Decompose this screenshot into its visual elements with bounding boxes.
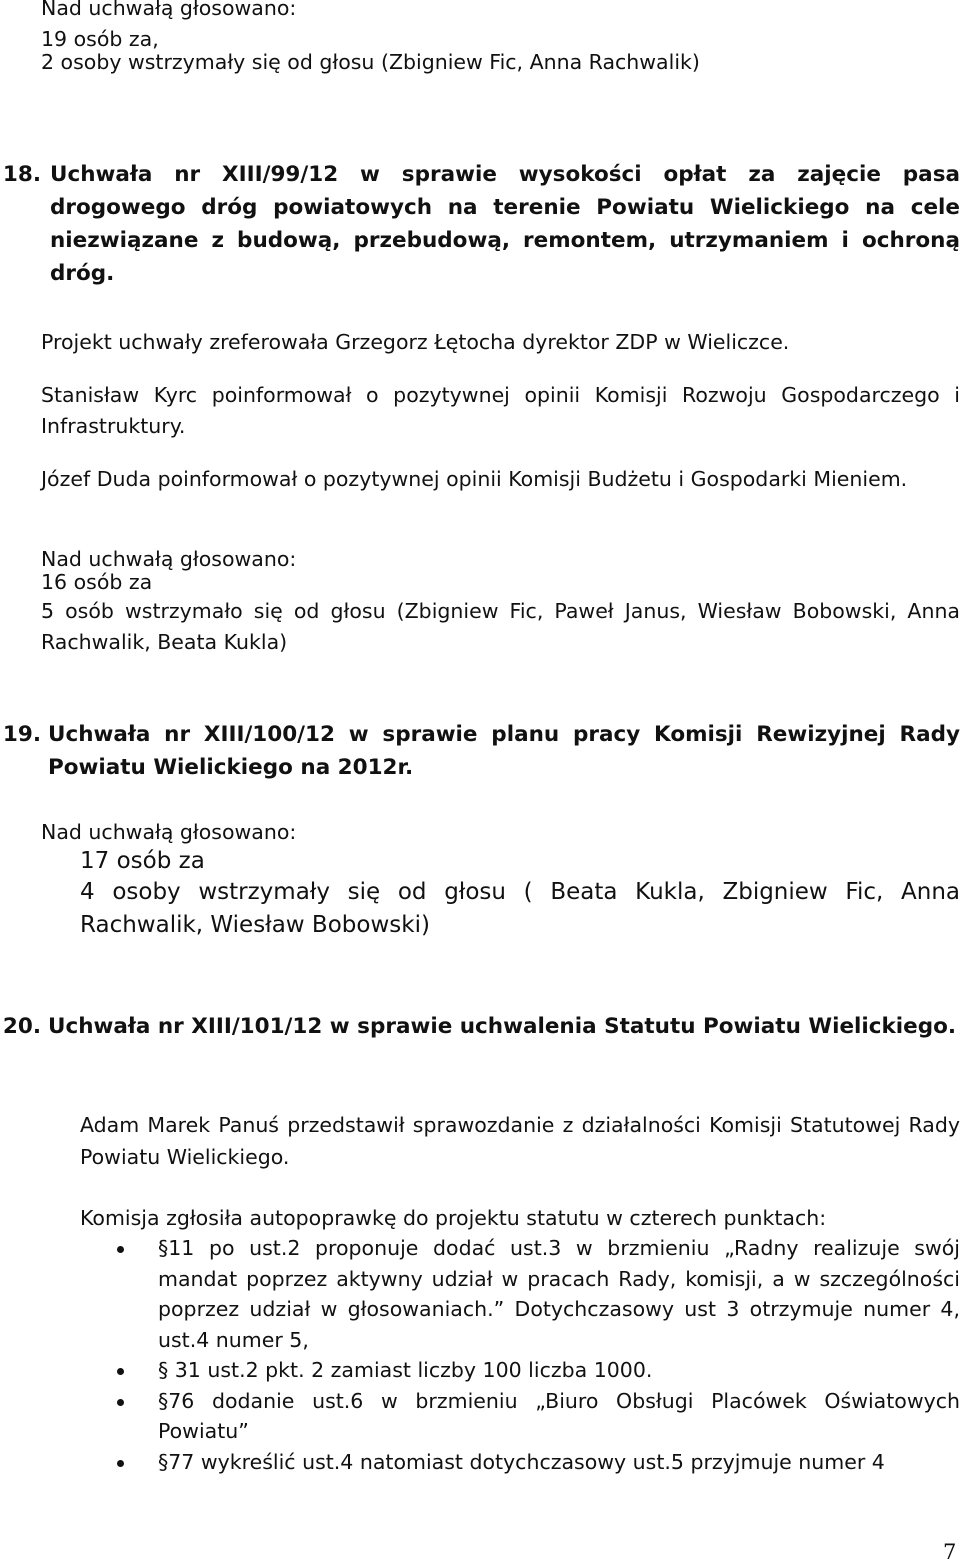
page-number: 7	[943, 1540, 957, 1564]
item-19-abstained: 4 osoby wstrzymały się od głosu ( Beata Kukla, Zbigniew Fic, Anna Rachwalik, Wiesław Bobowski)	[80, 879, 960, 938]
item-18-number: 18.	[2, 162, 41, 187]
item-19-vote-label: Nad uchwałą głosowano:	[41, 820, 297, 844]
item-18-votes-for: 16 osób za	[41, 570, 153, 594]
item-20-heading	[0, 1010, 960, 1043]
item-19-number: 19.	[2, 722, 41, 747]
list-item	[80, 1447, 960, 1478]
list-item-text: §11 po ust.2 proponuje dodać ust.3 w brzmieniu „Radny realizuje swój mandat poprzez aktywny udział w pracach Rady, komisji, a w szczególności poprzez udział w głosowaniach.” Dotychczasowy ust 3 otrzymuje numer 4, ust.4 numer 5,	[158, 1236, 960, 1352]
amendment-list	[80, 1233, 960, 1477]
bullet-icon	[117, 1246, 124, 1253]
item-19-votes-for: 17 osób za	[80, 848, 205, 874]
item-20-para-1: Adam Marek Panuś przedstawił sprawozdanie z działalności Komisji Statutowej Rady Powiatu Wielickiego.	[80, 1113, 960, 1169]
bullet-icon	[117, 1399, 124, 1406]
list-item	[80, 1233, 960, 1355]
item-18-vote-label: Nad uchwałą głosowano:	[41, 547, 297, 571]
bullet-icon	[117, 1368, 124, 1375]
item-18-para-3: Józef Duda poinformował o pozytywnej opinii Komisji Budżetu i Gospodarki Mieniem.	[41, 467, 908, 491]
list-item-text: §76 dodanie ust.6 w brzmieniu „Biuro Obsługi Placówek Oświatowych Powiatu”	[158, 1388, 960, 1443]
item-18-abstained: 5 osób wstrzymało się od głosu (Zbigniew Fic, Paweł Janus, Wiesław Bobowski, Anna Rachwalik, Beata Kukla)	[41, 599, 960, 654]
item-20-title: Uchwała nr XIII/101/12 w sprawie uchwalenia Statutu Powiatu Wielickiego.	[48, 1014, 957, 1039]
item-20-number: 20.	[2, 1014, 41, 1039]
item-19-title: Uchwała nr XIII/100/12 w sprawie planu pracy Komisji Rewizyjnej Rady Powiatu Wielickiego na 2012r.	[48, 722, 960, 780]
item-20-para-2: Komisja zgłosiła autopoprawkę do projektu statutu w czterech punktach:	[80, 1206, 827, 1230]
item-18-para-2: Stanisław Kyrc poinformował o pozytywnej opinii Komisji Rozwoju Gospodarczego i Infrastruktury.	[41, 383, 960, 438]
item-18-heading	[0, 158, 960, 290]
bullet-icon	[117, 1460, 124, 1467]
vote-label: Nad uchwałą głosowano:	[41, 0, 297, 20]
votes-abstained: 2 osoby wstrzymały się od głosu (Zbigniew Fic, Anna Rachwalik)	[41, 50, 700, 74]
item-18-title: Uchwała nr XIII/99/12 w sprawie wysokości opłat za zajęcie pasa drogowego dróg powiatowych na terenie Powiatu Wielickiego na cele niezwiązane z budową, przebudową, remontem, utrzymaniem i ochroną dróg.	[50, 162, 960, 286]
item-19-heading	[0, 718, 960, 784]
list-item-text: §77 wykreślić ust.4 natomiast dotychczasowy ust.5 przyjmuje numer 4	[158, 1449, 885, 1474]
list-item	[80, 1386, 960, 1447]
item-18-para-1: Projekt uchwały zreferowała Grzegorz Łętocha dyrektor ZDP w Wieliczce.	[41, 330, 790, 354]
list-item-text: § 31 ust.2 pkt. 2 zamiast liczby 100 liczba 1000.	[158, 1358, 653, 1382]
votes-for: 19 osób za,	[41, 27, 159, 51]
list-item	[80, 1355, 960, 1386]
